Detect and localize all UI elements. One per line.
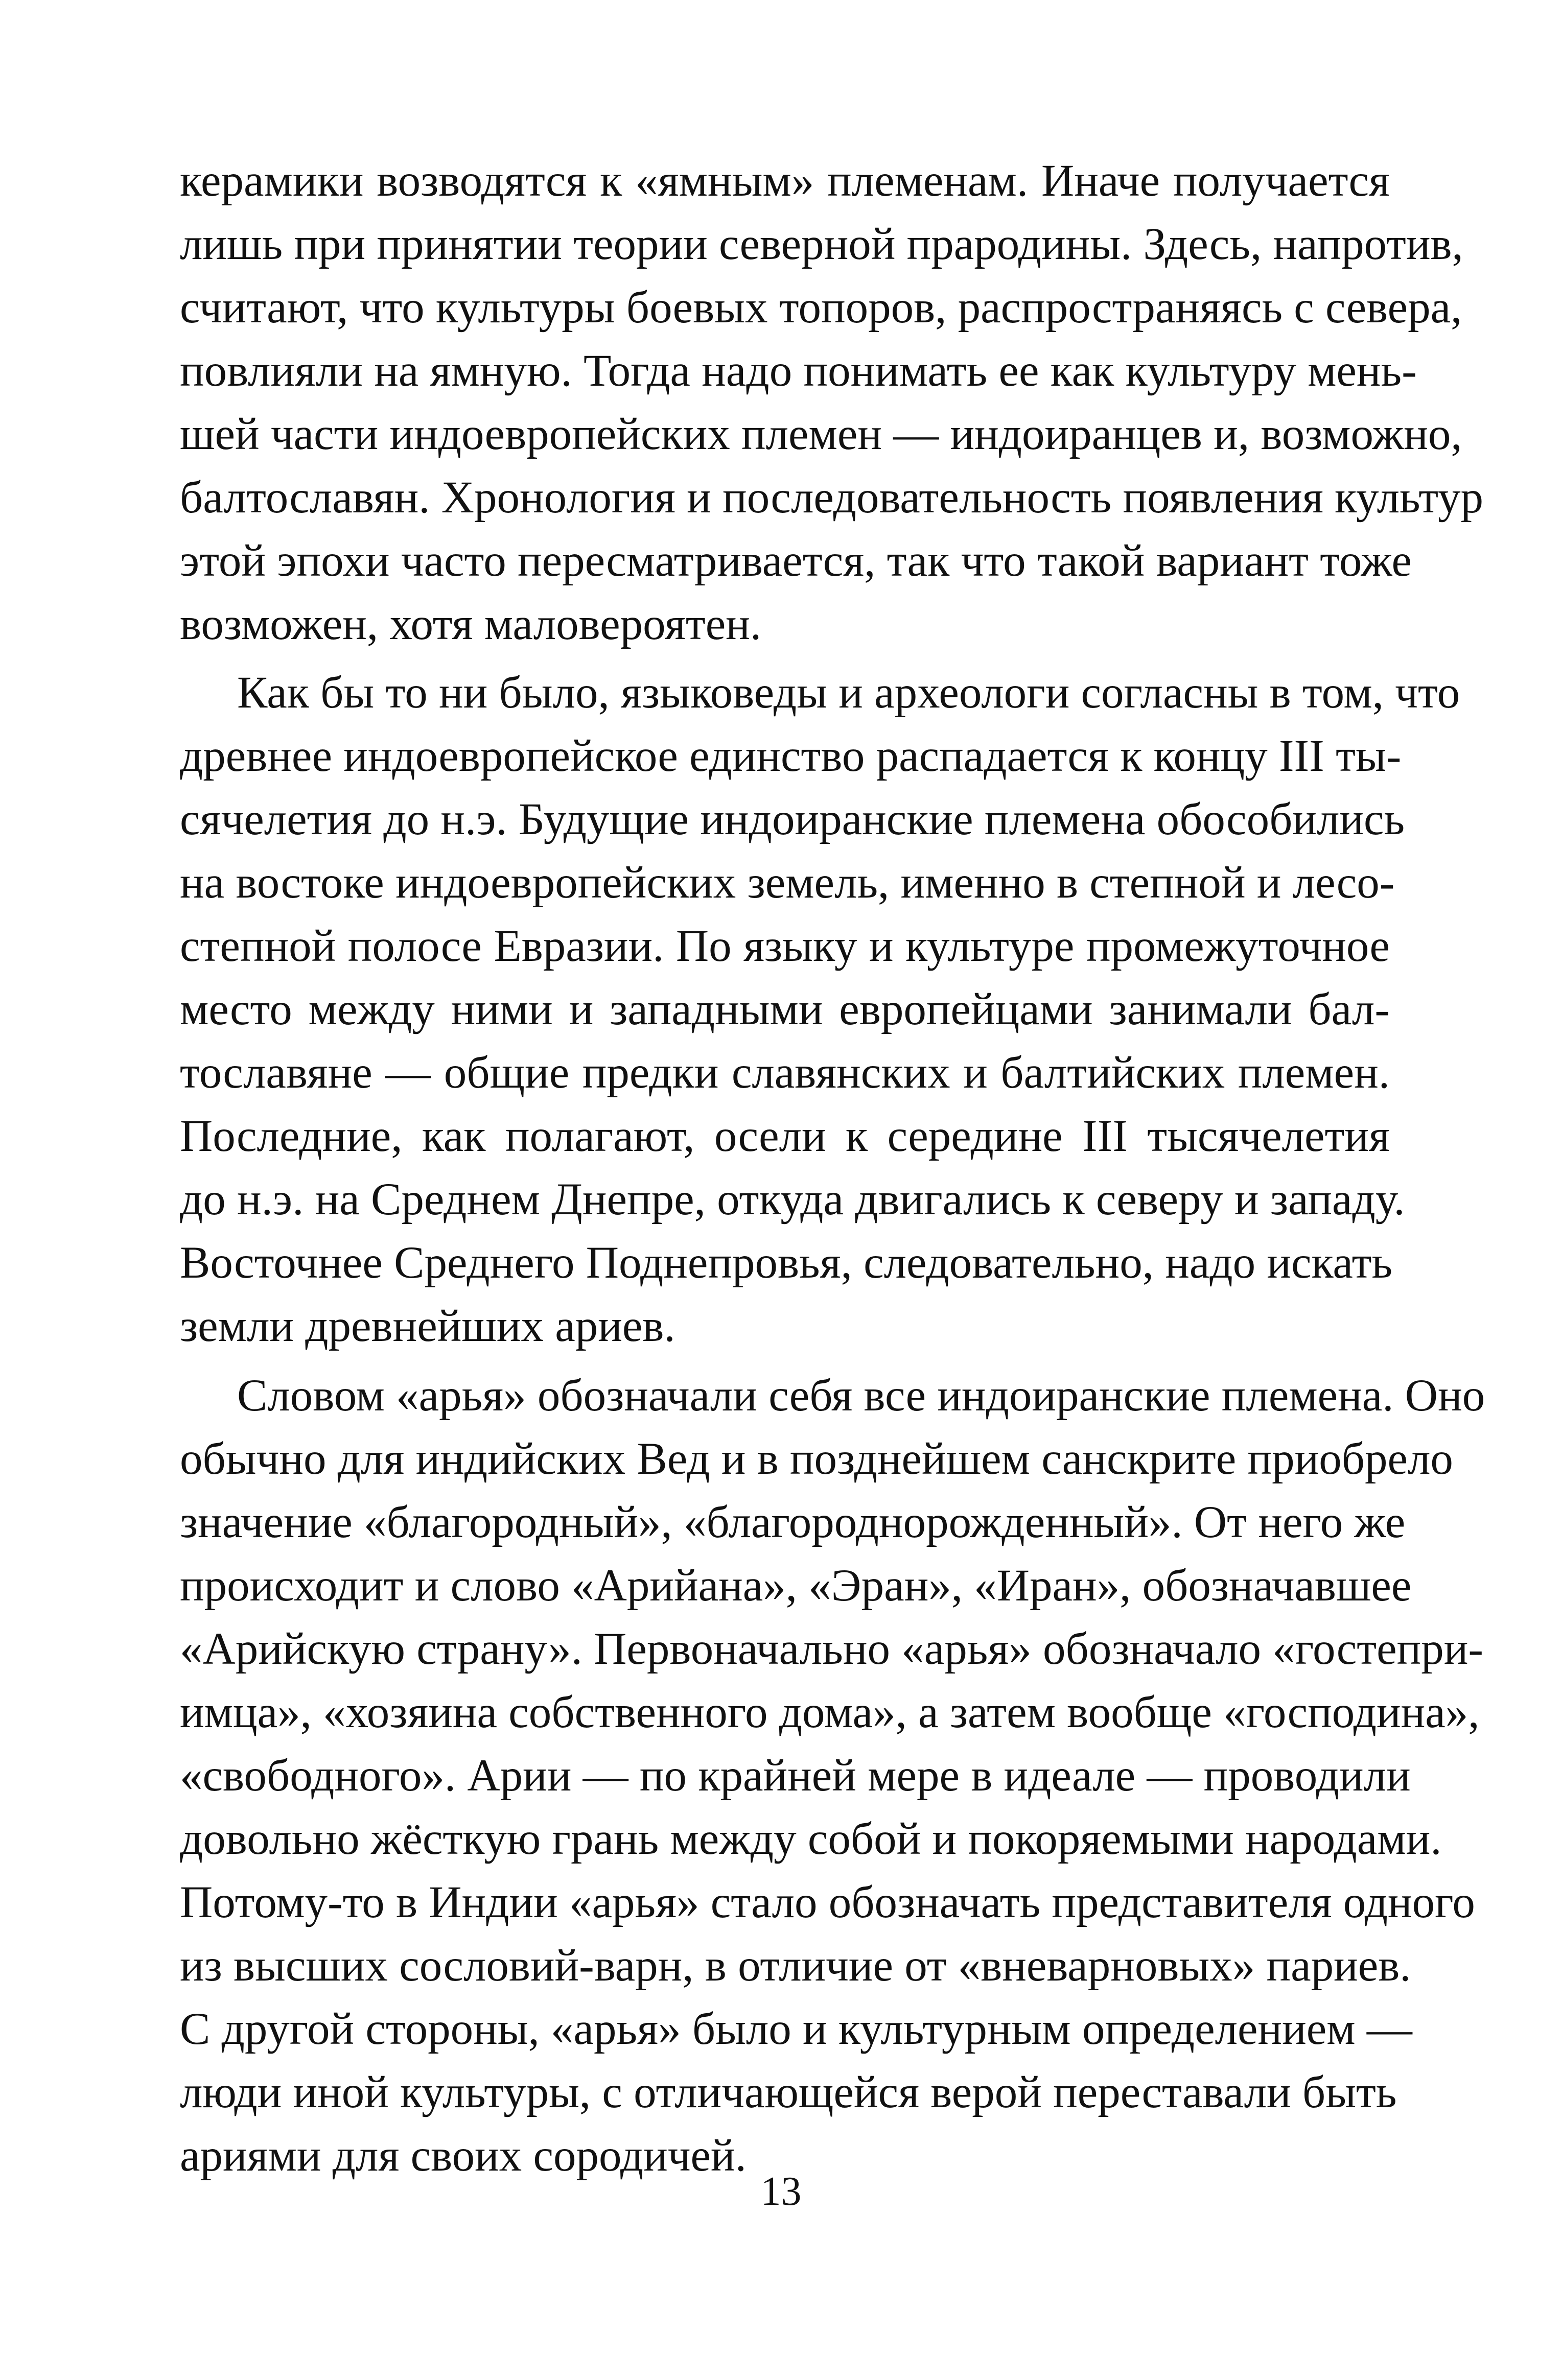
text-line: этой эпохи часто пересматривается, так что такой вариант тоже xyxy=(180,536,1412,586)
text-line: люди иной культуры, с отличающейся верой переставали быть xyxy=(180,2067,1397,2117)
text-line: довольно жёсткую грань между собой и покоряемыми народами. xyxy=(180,1814,1442,1864)
text-line: «Арийскую страну». Первоначально «арья» обозначало «гостепри- xyxy=(180,1624,1484,1674)
text-line: С другой стороны, «арья» было и культурным определением — xyxy=(180,2004,1412,2054)
text-line: обычно для индийских Вед и в позднейшем санскрите приобрело xyxy=(180,1434,1453,1484)
text-line: считают, что культуры боевых топоров, распространяясь с севера, xyxy=(180,282,1462,333)
page-number: 13 xyxy=(760,2169,802,2214)
text-line: Потому-то в Индии «арья» стало обозначать представителя одного xyxy=(180,1877,1475,1927)
text-line: Как бы то ни было, языковеды и археологи согласны в том, что xyxy=(237,668,1460,718)
text-line: до н.э. на Среднем Днепре, откуда двигались к северу и западу. xyxy=(180,1174,1405,1224)
text-line: керамики возводятся к «ямным» племенам. Иначе получается xyxy=(180,156,1390,206)
text-line: повлияли на ямную. Тогда надо понимать ее как культуру мень- xyxy=(180,346,1417,396)
text-line: Последние, как полагают, осели к середине III тысячелетия xyxy=(180,1111,1390,1161)
text-line: Восточнее Среднего Поднепровья, следовательно, надо искать xyxy=(180,1238,1393,1288)
text-line: возможен, хотя маловероятен. xyxy=(180,599,762,649)
text-line: «свободного». Арии — по крайней мере в идеале — проводили xyxy=(180,1751,1411,1801)
text-line: шей части индоевропейских племен — индоиранцев и, возможно, xyxy=(180,409,1462,459)
text-line: тославяне — общие предки славянских и балтийских племен. xyxy=(180,1048,1390,1098)
text-line: древнее индоевропейское единство распадается к концу III ты- xyxy=(180,731,1402,781)
text-line: происходит и слово «Арийана», «Эран», «Иран», обозначавшее xyxy=(180,1561,1412,1611)
text-line: Словом «арья» обозначали себя все индоиранские племена. Оно xyxy=(237,1371,1485,1421)
text-line: место между ними и западными европейцами занимали бал- xyxy=(180,984,1390,1034)
text-line: степной полосе Евразии. По языку и культуре промежуточное xyxy=(180,921,1390,971)
text-line: сячелетия до н.э. Будущие индоиранские племена обособились xyxy=(180,794,1405,844)
text-line: из высших сословий-варн, в отличие от «вневарновых» париев. xyxy=(180,1941,1411,1991)
text-line: ариями для своих сородичей. xyxy=(180,2131,747,2181)
text-line: значение «благородный», «благороднорожденный». От него же xyxy=(180,1497,1406,1547)
text-line: земли древнейших ариев. xyxy=(180,1301,675,1351)
text-line: на востоке индоевропейских земель, именно в степной и лесо- xyxy=(180,858,1395,908)
text-line: балтославян. Хронология и последовательность появления культур xyxy=(180,473,1483,523)
text-line: лишь при принятии теории северной прародины. Здесь, напротив, xyxy=(180,219,1463,269)
text-line: имца», «хозяина собственного дома», а затем вообще «господина», xyxy=(180,1687,1480,1737)
